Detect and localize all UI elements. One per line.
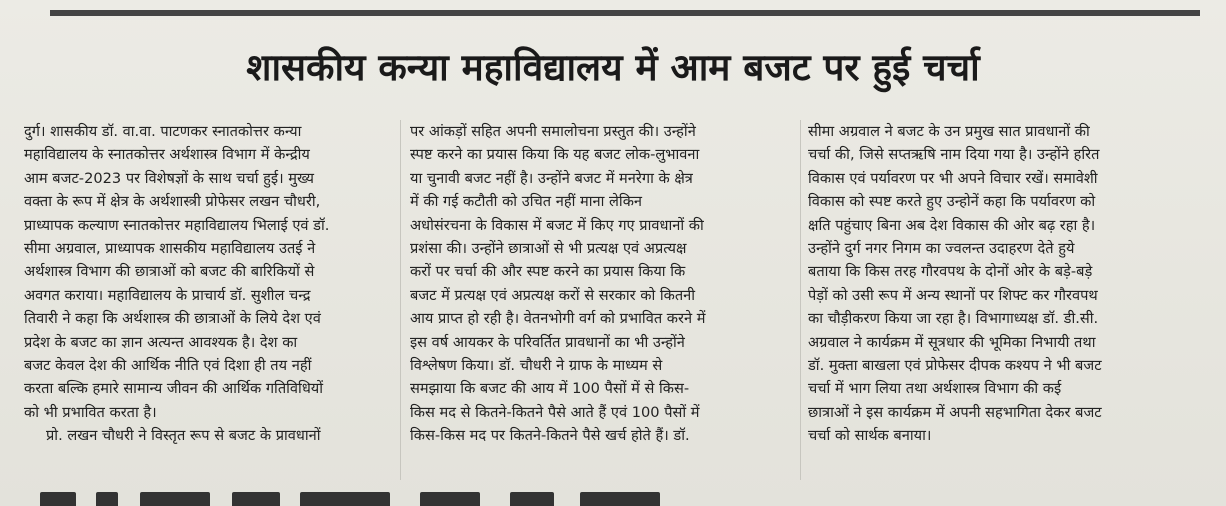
cutoff-glyph — [420, 492, 480, 506]
text-line: प्रो. लखन चौधरी ने विस्तृत रूप से बजट के प्रावधानों — [46, 427, 321, 445]
text-line: अवगत कराया। महाविद्यालय के प्राचार्य डॉ. सुशील चन्द्र — [24, 286, 311, 304]
article-column-3 — [808, 120, 1208, 448]
text-line: या चुनावी बजट नहीं है। उन्होंने बजट में मनरेगा के क्षेत्र — [410, 169, 693, 187]
text-line: दुर्ग। शासकीय डॉ. वा.वा. पाटणकर स्नातकोत्तर कन्या — [24, 123, 302, 140]
text-line: महाविद्यालय के स्नातकोत्तर अर्थशास्त्र विभाग में केन्द्रीय — [24, 146, 310, 164]
text-line: किस-किस मद पर कितने-कितने पैसे खर्च होते हैं। डॉ. — [410, 427, 690, 445]
cutoff-glyph — [40, 492, 76, 506]
article-column-2 — [410, 120, 794, 448]
text-line: बजट केवल देश की आर्थिक नीति एवं दिशा ही तय नहीं — [24, 357, 312, 375]
left-cutoff-text — [0, 110, 12, 490]
text-line: को भी प्रभावित करता है। — [24, 403, 157, 421]
article-column-1 — [24, 120, 394, 448]
text-line: विकास को स्पष्ट करते हुए उन्होनें कहा कि पर्यावरण को — [808, 193, 1096, 211]
text-line: वक्ता के रूप में क्षेत्र के अर्थशास्त्री प्रोफेसर लखन चौधरी, — [24, 193, 321, 211]
cutoff-glyph — [580, 492, 660, 506]
text-line: चर्चा की, जिसे सप्तऋषि नाम दिया गया है। उन्होंने हरित — [808, 146, 1100, 164]
text-line: तिवारी ने कहा कि अर्थशास्त्र की छात्राओं के लिये देश एवं — [24, 310, 321, 328]
column-divider — [800, 120, 801, 480]
top-rule — [50, 10, 1200, 16]
text-line: आय प्राप्त हो रही है। वेतनभोगी वर्ग को प्रभावित करने में — [410, 310, 706, 328]
text-line: अधोसंरचना के विकास में बजट में किए गए प्रावधानों की — [410, 216, 704, 234]
text-line: अर्थशास्त्र विभाग की छात्राओं को बजट की बारिकियों से — [24, 263, 315, 281]
text-line: पेड़ों को उसी रूप में अन्य स्थानों पर शिफ्ट कर गौरवपथ — [808, 286, 1098, 304]
text-line: प्राध्यापक कल्याण स्नातकोत्तर महाविद्यालय भिलाई एवं डॉ. — [24, 216, 330, 234]
cutoff-glyph — [510, 492, 554, 506]
text-line: छात्राओं ने इस कार्यक्रम में अपनी सहभागिता देकर बजट — [808, 403, 1102, 421]
text-line: अग्रवाल ने कार्यक्रम में सूत्रधार की भूमिका निभायी तथा — [808, 333, 1096, 351]
text-line: सीमा अग्रवाल ने बजट के उन प्रमुख सात प्रावधानों की — [808, 123, 1090, 140]
text-line: सीमा अग्रवाल, प्राध्यापक शासकीय महाविद्यालय उतई ने — [24, 240, 316, 258]
cutoff-glyph — [140, 492, 210, 506]
text-line: चर्चा को सार्थक बनाया। — [808, 427, 932, 445]
text-line: उन्होंने दुर्ग नगर निगम का ज्वलन्त उदाहरण देते हुये — [808, 240, 1075, 258]
headline: शासकीय कन्या महाविद्यालय में आम बजट पर हुई चर्चा — [246, 46, 980, 89]
text-line: का चौड़ीकरण किया जा रहा है। विभागाध्यक्ष डॉ. डी.सी. — [808, 310, 1099, 328]
text-line: आम बजट-2023 पर विशेषज्ञों के साथ चर्चा हुई। मुख्य — [24, 169, 314, 187]
text-line: में की गई कटौती को उचित नहीं माना लेकिन — [410, 193, 642, 211]
text-line: करता बल्कि हमारे सामान्य जीवन की आर्थिक गतिविधियों — [24, 380, 324, 398]
text-line: विकास एवं पर्यावरण पर भी अपने विचार रखें। समावेशी — [808, 169, 1098, 187]
text-line: किस मद से कितने-कितने पैसे आते हैं एवं 100 पैसों में — [410, 403, 700, 421]
text-line: चर्चा में भाग लिया तथा अर्थशास्त्र विभाग की कई — [808, 380, 1062, 398]
text-line: प्रशंसा की। उन्होंने छात्राओं से भी प्रत्यक्ष एवं अप्रत्यक्ष — [410, 240, 687, 258]
text-line: क्षति पहुंचाए बिना अब देश विकास की ओर बढ़ रहा है। — [808, 216, 1096, 234]
next-headline-cutoff — [0, 492, 1226, 506]
text-line: करों पर चर्चा की और स्पष्ट करने का प्रयास किया कि — [410, 263, 686, 281]
cutoff-glyph — [300, 492, 390, 506]
text-line: बताया कि किस तरह गौरवपथ के दोनों ओर के बड़े-बड़े — [808, 263, 1093, 281]
text-line: बजट में प्रत्यक्ष एवं अप्रत्यक्ष करों से सरकार को कितनी — [410, 286, 696, 304]
text-line: स्पष्ट करने का प्रयास किया कि यह बजट लोक-लुभावना — [410, 146, 700, 164]
cutoff-glyph — [232, 492, 280, 506]
column-divider — [400, 120, 401, 480]
text-line: डॉ. मुक्ता बाखला एवं प्रोफेसर दीपक कश्यप ने भी बजट — [808, 357, 1102, 375]
text-line: समझाया कि बजट की आय में 100 पैसों में से किस- — [410, 380, 690, 398]
text-line: पर आंकड़ों सहित अपनी समालोचना प्रस्तुत की। उन्होंने — [410, 123, 696, 140]
text-line: प्रदेश के बजट का ज्ञान अत्यन्त आवश्यक है। देश का — [24, 333, 298, 351]
text-line: इस वर्ष आयकर के परिवर्तित प्रावधानों का भी उन्होंने — [410, 333, 685, 351]
cutoff-glyph — [96, 492, 118, 506]
text-line: विश्लेषण किया। डॉ. चौधरी ने ग्राफ के माध्यम से — [410, 357, 663, 375]
